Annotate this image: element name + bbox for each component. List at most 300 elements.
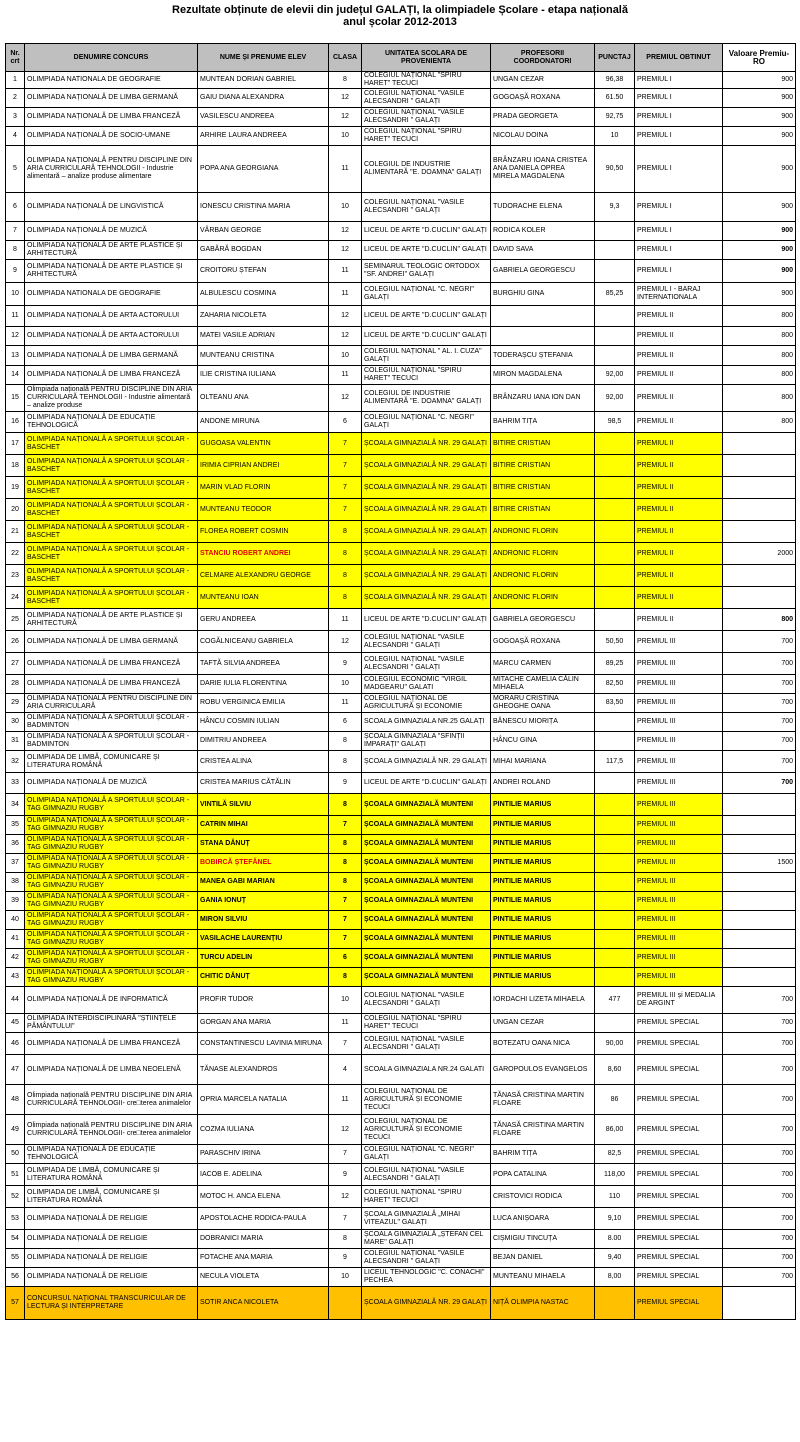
cell-competition-name: OLIMPIADA NAȚIONALĂ DE INFORMATICĂ <box>25 987 198 1014</box>
cell-student-name: GERU ANDREEA <box>198 609 329 631</box>
cell-row-number: 12 <box>6 327 25 346</box>
cell-school-name: COLEGIUL NAȚIONAL "VASILE ALECSANDRI " GALAȚI <box>362 653 491 675</box>
cell-score: 477 <box>595 987 635 1014</box>
cell-student-name: DOBRANICI MARIA <box>198 1230 329 1249</box>
cell-student-name: ROBU VERGINICA EMILIA <box>198 694 329 713</box>
cell-score <box>595 732 635 751</box>
cell-coordinators: GOGOAȘĂ ROXANA <box>491 89 595 108</box>
cell-row-number: 38 <box>6 873 25 892</box>
cell-score <box>595 327 635 346</box>
cell-competition-name: Olimpiada națională PENTRU DISCIPLINE DIN ARIA CURRICULARĂ TEHNOLOGII - Industrie alimentară – analize produse <box>25 385 198 412</box>
table-row <box>6 1268 796 1287</box>
table-row <box>6 412 796 433</box>
cell-class-grade: 7 <box>329 1208 362 1230</box>
cell-prize-value <box>723 930 796 949</box>
cell-student-name: ALBULESCU COSMINA <box>198 283 329 306</box>
cell-student-name: GORGAN ANA MARIA <box>198 1014 329 1033</box>
cell-coordinators: MIRON MAGDALENA <box>491 366 595 385</box>
cell-prize: PREMIUL II <box>635 455 723 477</box>
cell-coordinators: BURGHIU GINA <box>491 283 595 306</box>
cell-coordinators: PRADA GEORGETA <box>491 108 595 127</box>
cell-class-grade: 7 <box>329 816 362 835</box>
cell-student-name: DARIE IULIA FLORENTINA <box>198 675 329 694</box>
cell-competition-name: OLIMPIADA NAȚIONALĂ DE LINGVISTICĂ <box>25 193 198 222</box>
cell-score <box>595 949 635 968</box>
cell-coordinators: MORARU CRISTINA GHEOGHE OANA <box>491 694 595 713</box>
cell-prize-value: 700 <box>723 1186 796 1208</box>
cell-score: 82,5 <box>595 1145 635 1164</box>
cell-student-name: GUGOASA VALENTIN <box>198 433 329 455</box>
cell-row-number: 22 <box>6 543 25 565</box>
cell-competition-name: OLIMPIADA NAȚIONALĂ DE LIMBA NEOELENĂ <box>25 1055 198 1085</box>
cell-school-name: LICEUL DE ARTE "D.CUCLIN" GALAȚI <box>362 327 491 346</box>
cell-coordinators: TODERAȘCU ȘTEFANIA <box>491 346 595 366</box>
cell-prize-value <box>723 433 796 455</box>
cell-class-grade: 12 <box>329 385 362 412</box>
cell-student-name: MIRON SILVIU <box>198 911 329 930</box>
cell-coordinators: CRISTOVICI RODICA <box>491 1186 595 1208</box>
cell-student-name: DIMITRIU ANDREEA <box>198 732 329 751</box>
cell-row-number: 53 <box>6 1208 25 1230</box>
table-row <box>6 1230 796 1249</box>
cell-score <box>595 222 635 241</box>
cell-score: 83,50 <box>595 694 635 713</box>
table-row <box>6 127 796 146</box>
header-unitatea: UNITATEA SCOLARA DE PROVENIENTA <box>362 44 491 72</box>
cell-prize-value: 700 <box>723 751 796 773</box>
cell-coordinators: PINTILIE MARIUS <box>491 968 595 987</box>
cell-coordinators: NICOLAU DOINA <box>491 127 595 146</box>
cell-class-grade: 11 <box>329 694 362 713</box>
cell-class-grade: 10 <box>329 675 362 694</box>
cell-prize: PREMIUL II <box>635 306 723 327</box>
cell-competition-name: OLIMPIADA NAȚIONALĂ A SPORTULUI ȘCOLAR - TAG GIMNAZIU RUGBY <box>25 949 198 968</box>
cell-row-number: 44 <box>6 987 25 1014</box>
cell-score <box>595 565 635 587</box>
cell-row-number: 52 <box>6 1186 25 1208</box>
cell-student-name: COZMA IULIANA <box>198 1115 329 1145</box>
cell-competition-name: OLIMPIADA NAȚIONALĂ A SPORTULUI ȘCOLAR - BASCHET <box>25 565 198 587</box>
cell-row-number: 48 <box>6 1085 25 1115</box>
cell-competition-name: OLIMPIADA NAȚIONALĂ A SPORTULUI ȘCOLAR - BASCHET <box>25 455 198 477</box>
cell-prize-value: 800 <box>723 609 796 631</box>
cell-class-grade: 7 <box>329 892 362 911</box>
header-nume: NUME ȘI PRENUME ELEV <box>198 44 329 72</box>
cell-row-number: 47 <box>6 1055 25 1085</box>
cell-class-grade: 12 <box>329 306 362 327</box>
cell-row-number: 24 <box>6 587 25 609</box>
cell-class-grade: 10 <box>329 193 362 222</box>
cell-coordinators: ANDREI ROLAND <box>491 773 595 794</box>
cell-school-name: COLEGIUL NAȚIONAL "VASILE ALECSANDRI " GALAȚI <box>362 193 491 222</box>
cell-row-number: 25 <box>6 609 25 631</box>
cell-competition-name: OLIMPIADA NAȚIONALĂ PENTRU DISCIPLINE DIN ARIA CURRICULARĂ TEHNOLOGII - Industrie alimentară – analize produse alimentare <box>25 146 198 193</box>
cell-student-name: MOTOC H. ANCA ELENA <box>198 1186 329 1208</box>
cell-prize: PREMIUL III <box>635 794 723 816</box>
cell-row-number: 55 <box>6 1249 25 1268</box>
cell-school-name: LICEUL DE ARTE "D.CUCLIN" GALAȚI <box>362 773 491 794</box>
cell-score: 9,40 <box>595 1249 635 1268</box>
cell-score: 98,5 <box>595 412 635 433</box>
cell-coordinators: DAVID SAVA <box>491 241 595 260</box>
cell-score: 90,50 <box>595 146 635 193</box>
cell-competition-name: OLIMPIADA NAȚIONALĂ A SPORTULUI ȘCOLAR - TAG GIMNAZIU RUGBY <box>25 911 198 930</box>
cell-prize-value: 700 <box>723 732 796 751</box>
cell-row-number: 39 <box>6 892 25 911</box>
table-row <box>6 930 796 949</box>
cell-coordinators: UNGAN CEZAR <box>491 72 595 89</box>
cell-prize-value: 900 <box>723 283 796 306</box>
cell-score <box>595 543 635 565</box>
cell-score: 8.00 <box>595 1230 635 1249</box>
cell-prize: PREMIUL III <box>635 732 723 751</box>
cell-prize: PREMIUL II <box>635 565 723 587</box>
cell-school-name: ȘCOALA GIMNAZIALĂ NR. 29 GALAȚI <box>362 565 491 587</box>
cell-student-name: POPA ANA GEORGIANA <box>198 146 329 193</box>
cell-prize-value: 700 <box>723 713 796 732</box>
header-profesori: PROFESORII COORDONATORI <box>491 44 595 72</box>
cell-prize: PREMIUL III <box>635 873 723 892</box>
cell-coordinators: PINTILIE MARIUS <box>491 911 595 930</box>
cell-student-name: ZAHARIA NICOLETA <box>198 306 329 327</box>
cell-student-name: CONSTANTINESCU LAVINIA MIRUNA <box>198 1033 329 1055</box>
cell-school-name: ȘCOALA GIMNAZIALA "SFINȚII IMPARAȚI" GALAȚI <box>362 732 491 751</box>
cell-prize-value: 800 <box>723 306 796 327</box>
cell-competition-name: CONCURSUL NAȚIONAL TRANSCURICULAR DE LECTURA ȘI INTERPRETARE <box>25 1287 198 1320</box>
title-line-1: Rezultate obținute de elevii din județul GALAȚI, la olimpiadele Școlare - etapa națională <box>172 4 628 16</box>
cell-class-grade: 8 <box>329 854 362 873</box>
cell-competition-name: OLIMPIADA NAȚIONALĂ A SPORTULUI ȘCOLAR - BASCHET <box>25 499 198 521</box>
cell-coordinators: GABRIELA GEORGESCU <box>491 609 595 631</box>
cell-competition-name: OLIMPIADA NAȚIONALĂ DE LIMBA GERMANĂ <box>25 346 198 366</box>
table-row <box>6 675 796 694</box>
cell-class-grade: 12 <box>329 1186 362 1208</box>
cell-school-name: COLEGIUL NAȚIONAL "VASILE ALECSANDRI " GALAȚI <box>362 631 491 653</box>
table-row <box>6 773 796 794</box>
cell-school-name: COLEGIUL NAȚIONAL "VASILE ALECSANDRI " GALAȚI <box>362 1164 491 1186</box>
table-row <box>6 1033 796 1055</box>
cell-prize: PREMIUL II <box>635 412 723 433</box>
cell-school-name: ȘCOALA GIMNAZIALĂ MUNTENI <box>362 816 491 835</box>
cell-competition-name: OLIMPIADA NAȚIONALĂ A SPORTULUI ȘCOLAR - TAG GIMNAZIU RUGBY <box>25 892 198 911</box>
cell-row-number: 27 <box>6 653 25 675</box>
cell-score: 117,5 <box>595 751 635 773</box>
cell-coordinators: ANDRONIC FLORIN <box>491 521 595 543</box>
cell-school-name: COLEGIUL NAȚIONAL "SPIRU HARET" TECUCI <box>362 366 491 385</box>
cell-prize: PREMIUL III <box>635 713 723 732</box>
cell-student-name: VÂRBAN GEORGE <box>198 222 329 241</box>
cell-competition-name: OLIMPIADA NAȚIONALĂ A SPORTULUI ȘCOLAR - TAG GIMNAZIU RUGBY <box>25 835 198 854</box>
cell-student-name: TĂNASE ALEXANDROS <box>198 1055 329 1085</box>
cell-school-name: COLEGIUL NAȚIONAL "SPIRU HARET" TECUCI <box>362 1186 491 1208</box>
cell-prize-value <box>723 1287 796 1320</box>
cell-prize: PREMIUL III <box>635 773 723 794</box>
table-row <box>6 1164 796 1186</box>
cell-prize-value: 800 <box>723 412 796 433</box>
table-row <box>6 1085 796 1115</box>
cell-row-number: 51 <box>6 1164 25 1186</box>
cell-prize-value: 700 <box>723 653 796 675</box>
cell-school-name: COLEGIUL NAȚIONAL "VASILE ALECSANDRI " GALAȚI <box>362 1033 491 1055</box>
cell-school-name: ȘCOALA GIMNAZIALĂ „MIHAI VITEAZUL" GALAȚI <box>362 1208 491 1230</box>
cell-school-name: ȘCOALA GIMNAZIALĂ MUNTENI <box>362 835 491 854</box>
cell-coordinators: BĂNESCU MIORIȚA <box>491 713 595 732</box>
cell-competition-name: OLIMPIADA NAȚIONALĂ PENTRU DISCIPLINE DIN ARIA CURRICULARĂ <box>25 694 198 713</box>
cell-row-number: 21 <box>6 521 25 543</box>
cell-prize-value <box>723 565 796 587</box>
cell-coordinators: GAROPOULOS EVANGELOS <box>491 1055 595 1085</box>
cell-competition-name: OLIMPIADA NAȚIONALĂ A SPORTULUI ȘCOLAR - BADMINTON <box>25 713 198 732</box>
cell-class-grade: 7 <box>329 1033 362 1055</box>
cell-row-number: 23 <box>6 565 25 587</box>
cell-score <box>595 306 635 327</box>
cell-prize-value: 900 <box>723 193 796 222</box>
cell-prize-value <box>723 873 796 892</box>
cell-prize: PREMIUL III <box>635 930 723 949</box>
cell-class-grade: 11 <box>329 283 362 306</box>
cell-coordinators: BITIRE CRISTIAN <box>491 433 595 455</box>
cell-coordinators <box>491 327 595 346</box>
cell-coordinators: LUCA ANIȘOARA <box>491 1208 595 1230</box>
cell-school-name: LICEUL DE ARTE "D.CUCLIN" GALAȚI <box>362 306 491 327</box>
cell-class-grade <box>329 1287 362 1320</box>
cell-row-number: 36 <box>6 835 25 854</box>
cell-class-grade: 10 <box>329 127 362 146</box>
cell-class-grade: 4 <box>329 1055 362 1085</box>
cell-student-name: COGĂLNICEANU GABRIELA <box>198 631 329 653</box>
table-row <box>6 222 796 241</box>
table-row <box>6 193 796 222</box>
cell-student-name: CROITORU ȘTEFAN <box>198 260 329 283</box>
cell-row-number: 7 <box>6 222 25 241</box>
cell-student-name: STANCIU ROBERT ANDREI <box>198 543 329 565</box>
cell-class-grade: 10 <box>329 346 362 366</box>
cell-prize: PREMIUL II <box>635 385 723 412</box>
cell-prize: PREMIUL SPECIAL <box>635 1145 723 1164</box>
cell-coordinators: BAHRIM TIȚA <box>491 412 595 433</box>
cell-prize: PREMIUL SPECIAL <box>635 1055 723 1085</box>
cell-prize-value: 700 <box>723 675 796 694</box>
cell-score <box>595 521 635 543</box>
table-row <box>6 911 796 930</box>
cell-class-grade: 8 <box>329 968 362 987</box>
cell-school-name: COLEGIUL NAȚIONAL DE AGRICULTURĂ ȘI ECONOMIE <box>362 694 491 713</box>
cell-prize: PREMIUL SPECIAL <box>635 1186 723 1208</box>
cell-class-grade: 7 <box>329 499 362 521</box>
cell-prize-value: 700 <box>723 987 796 1014</box>
cell-prize-value: 2000 <box>723 543 796 565</box>
cell-competition-name: OLIMPIADA NAȚIONALĂ DE ARTE PLASTICE ȘI ARHITECTURĂ <box>25 241 198 260</box>
cell-prize: PREMIUL I <box>635 193 723 222</box>
cell-prize: PREMIUL III <box>635 835 723 854</box>
cell-prize: PREMIUL III <box>635 949 723 968</box>
cell-school-name: COLEGIUL NAȚIONAL " AL. I. CUZA" GALAȚI <box>362 346 491 366</box>
cell-school-name: ȘCOALA GIMNAZIALĂ NR. 29 GALAȚI <box>362 751 491 773</box>
cell-competition-name: OLIMPIADA NAȚIONALĂ A SPORTULUI ȘCOLAR - TAG GIMNAZIU RUGBY <box>25 794 198 816</box>
cell-row-number: 26 <box>6 631 25 653</box>
cell-row-number: 50 <box>6 1145 25 1164</box>
cell-score <box>595 854 635 873</box>
cell-row-number: 57 <box>6 1287 25 1320</box>
cell-prize: PREMIUL SPECIAL <box>635 1033 723 1055</box>
cell-competition-name: OLIMPIADA NAȚIONALĂ A SPORTULUI ȘCOLAR - TAG GIMNAZIU RUGBY <box>25 873 198 892</box>
table-body <box>6 72 796 1320</box>
table-row <box>6 108 796 127</box>
cell-school-name: ȘCOALA GIMNAZIALĂ MUNTENI <box>362 949 491 968</box>
cell-school-name: LICEUL TEHNOLOGIC "C. CONACHI" PECHEA <box>362 1268 491 1287</box>
cell-score <box>595 816 635 835</box>
cell-prize-value: 700 <box>723 631 796 653</box>
cell-class-grade: 6 <box>329 949 362 968</box>
cell-school-name: ȘCOALA GIMNAZIALĂ „ȘTEFAN CEL MARE" GALAȚI <box>362 1230 491 1249</box>
title-line-2: anul școlar 2012-2013 <box>343 16 457 28</box>
cell-prize-value <box>723 477 796 499</box>
cell-competition-name: OLIMPIADA NAȚIONALĂ DE ARTA ACTORULUI <box>25 306 198 327</box>
cell-class-grade: 10 <box>329 987 362 1014</box>
cell-score <box>595 930 635 949</box>
table-header-row <box>6 44 796 72</box>
cell-class-grade: 12 <box>329 89 362 108</box>
cell-class-grade: 12 <box>329 327 362 346</box>
cell-class-grade: 7 <box>329 911 362 930</box>
cell-school-name: LICEUL DE ARTE "D.CUCLIN" GALAȚI <box>362 222 491 241</box>
cell-coordinators: TĂNASĂ CRISTINA MARTIN FLOARE <box>491 1115 595 1145</box>
cell-prize: PREMIUL I <box>635 72 723 89</box>
cell-class-grade: 8 <box>329 543 362 565</box>
cell-coordinators: PINTILIE MARIUS <box>491 835 595 854</box>
table-row <box>6 260 796 283</box>
cell-row-number: 19 <box>6 477 25 499</box>
cell-competition-name: OLIMPIADA NAȚIONALĂ A SPORTULUI ȘCOLAR - BASCHET <box>25 543 198 565</box>
cell-school-name: COLEGIUL NAȚIONAL "VASILE ALECSANDRI " GALAȚI <box>362 987 491 1014</box>
cell-coordinators: PINTILIE MARIUS <box>491 816 595 835</box>
cell-coordinators: BEJAN DANIEL <box>491 1249 595 1268</box>
cell-row-number: 8 <box>6 241 25 260</box>
cell-school-name: ȘCOALA GIMNAZIALĂ MUNTENI <box>362 892 491 911</box>
cell-class-grade: 7 <box>329 455 362 477</box>
cell-prize: PREMIUL SPECIAL <box>635 1085 723 1115</box>
cell-student-name: IONESCU CRISTINA MARIA <box>198 193 329 222</box>
cell-prize-value: 900 <box>723 222 796 241</box>
cell-prize: PREMIUL I <box>635 127 723 146</box>
cell-competition-name: OLIMPIADA NAȚIONALĂ DE LIMBA GERMANĂ <box>25 89 198 108</box>
cell-student-name: FLOREA ROBERT COSMIN <box>198 521 329 543</box>
header-nr: Nr. crt <box>6 44 25 72</box>
cell-score <box>595 587 635 609</box>
cell-prize: PREMIUL III și MEDALIA DE ARGINT <box>635 987 723 1014</box>
cell-competition-name: OLIMPIADA NAȚIONALĂ A SPORTULUI ȘCOLAR - BADMINTON <box>25 732 198 751</box>
cell-class-grade: 8 <box>329 565 362 587</box>
cell-school-name: ȘCOALA GIMNAZIALĂ NR. 29 GALAȚI <box>362 455 491 477</box>
cell-score <box>595 241 635 260</box>
cell-competition-name: OLIMPIADA DE LIMBĂ, COMUNICARE ȘI LITERATURA ROMÂNĂ <box>25 751 198 773</box>
cell-score: 8,00 <box>595 1268 635 1287</box>
cell-row-number: 34 <box>6 794 25 816</box>
cell-score <box>595 713 635 732</box>
cell-student-name: GANIA IONUȚ <box>198 892 329 911</box>
cell-class-grade: 12 <box>329 108 362 127</box>
cell-score: 92,00 <box>595 366 635 385</box>
cell-coordinators: CIȘMIGIU TINCUȚA <box>491 1230 595 1249</box>
cell-competition-name: OLIMPIADA NAȚIONALĂ DE LIMBA FRANCEZĂ <box>25 1033 198 1055</box>
cell-row-number: 2 <box>6 89 25 108</box>
table-row <box>6 835 796 854</box>
cell-competition-name: OLIMPIADA NAȚIONALĂ DE LIMBA FRANCEZĂ <box>25 675 198 694</box>
cell-prize: PREMIUL III <box>635 653 723 675</box>
cell-row-number: 10 <box>6 283 25 306</box>
table-row <box>6 89 796 108</box>
cell-competition-name: OLIMPIADA NAȚIONALĂ DE SOCIO-UMANE <box>25 127 198 146</box>
cell-competition-name: OLIMPIADA NAȚIONALĂ DE MUZICĂ <box>25 773 198 794</box>
table-row <box>6 1055 796 1085</box>
cell-score <box>595 477 635 499</box>
cell-prize-value: 800 <box>723 385 796 412</box>
table-row <box>6 1249 796 1268</box>
cell-prize-value <box>723 816 796 835</box>
cell-prize: PREMIUL SPECIAL <box>635 1164 723 1186</box>
cell-competition-name: OLIMPIADA NAȚIONALĂ A SPORTULUI ȘCOLAR - BASCHET <box>25 587 198 609</box>
table-row <box>6 587 796 609</box>
cell-competition-name: Olimpiada națională PENTRU DISCIPLINE DIN ARIA CURRICULARĂ TEHNOLOGII- cre□terea animalelor <box>25 1085 198 1115</box>
table-row <box>6 816 796 835</box>
cell-prize: PREMIUL II <box>635 521 723 543</box>
cell-competition-name: OLIMPIADA NAȚIONALĂ A SPORTULUI ȘCOLAR - TAG GIMNAZIU RUGBY <box>25 816 198 835</box>
cell-prize: PREMIUL II <box>635 587 723 609</box>
cell-school-name: COLEGIUL NAȚIONAL "C. NEGRI" GALAȚI <box>362 283 491 306</box>
table-row <box>6 854 796 873</box>
cell-score <box>595 260 635 283</box>
cell-coordinators: BRÂNZARU IOANA CRISTEA ANA DANIELA OPREA MIRELA MAGDALENA <box>491 146 595 193</box>
cell-coordinators: PINTILIE MARIUS <box>491 949 595 968</box>
cell-student-name: CELMARE ALEXANDRU GEORGE <box>198 565 329 587</box>
cell-prize: PREMIUL I - BARAJ INTERNATIONALA <box>635 283 723 306</box>
cell-student-name: APOSTOLACHE RODICA-PAULA <box>198 1208 329 1230</box>
cell-score <box>595 835 635 854</box>
cell-competition-name: OLIMPIADA NAȚIONALĂ DE RELIGIE <box>25 1249 198 1268</box>
cell-prize-value: 700 <box>723 1208 796 1230</box>
table-row <box>6 987 796 1014</box>
cell-student-name: CATRIN MIHAI <box>198 816 329 835</box>
cell-row-number: 13 <box>6 346 25 366</box>
cell-coordinators: MITACHE CAMELIA CĂLIN MIHAELA <box>491 675 595 694</box>
cell-score: 110 <box>595 1186 635 1208</box>
cell-coordinators: ANDRONIC FLORIN <box>491 565 595 587</box>
cell-row-number: 4 <box>6 127 25 146</box>
cell-prize-value: 700 <box>723 1230 796 1249</box>
header-concurs: DENUMIRE CONCURS <box>25 44 198 72</box>
cell-class-grade: 7 <box>329 1145 362 1164</box>
cell-row-number: 16 <box>6 412 25 433</box>
cell-school-name: ȘCOALA GIMNAZIALĂ MUNTENI <box>362 968 491 987</box>
cell-prize: PREMIUL II <box>635 499 723 521</box>
cell-class-grade: 10 <box>329 1268 362 1287</box>
cell-school-name: ȘCOALA GIMNAZIALĂ NR. 29 GALAȚI <box>362 1287 491 1320</box>
cell-row-number: 30 <box>6 713 25 732</box>
cell-coordinators: HÂNCU GINA <box>491 732 595 751</box>
cell-score <box>595 346 635 366</box>
cell-student-name: ANDONE MIRUNA <box>198 412 329 433</box>
cell-class-grade: 11 <box>329 146 362 193</box>
cell-row-number: 41 <box>6 930 25 949</box>
cell-prize-value: 700 <box>723 1145 796 1164</box>
cell-competition-name: OLIMPIADA NAȚIONALĂ A SPORTULUI ȘCOLAR - TAG GIMNAZIU RUGBY <box>25 968 198 987</box>
cell-class-grade: 7 <box>329 930 362 949</box>
cell-coordinators: IORDACHI LIZETA MIHAELA <box>491 987 595 1014</box>
cell-competition-name: OLIMPIADA NAȚIONALĂ DE MUZICĂ <box>25 222 198 241</box>
table-row <box>6 521 796 543</box>
cell-score: 82,50 <box>595 675 635 694</box>
cell-prize-value: 700 <box>723 694 796 713</box>
